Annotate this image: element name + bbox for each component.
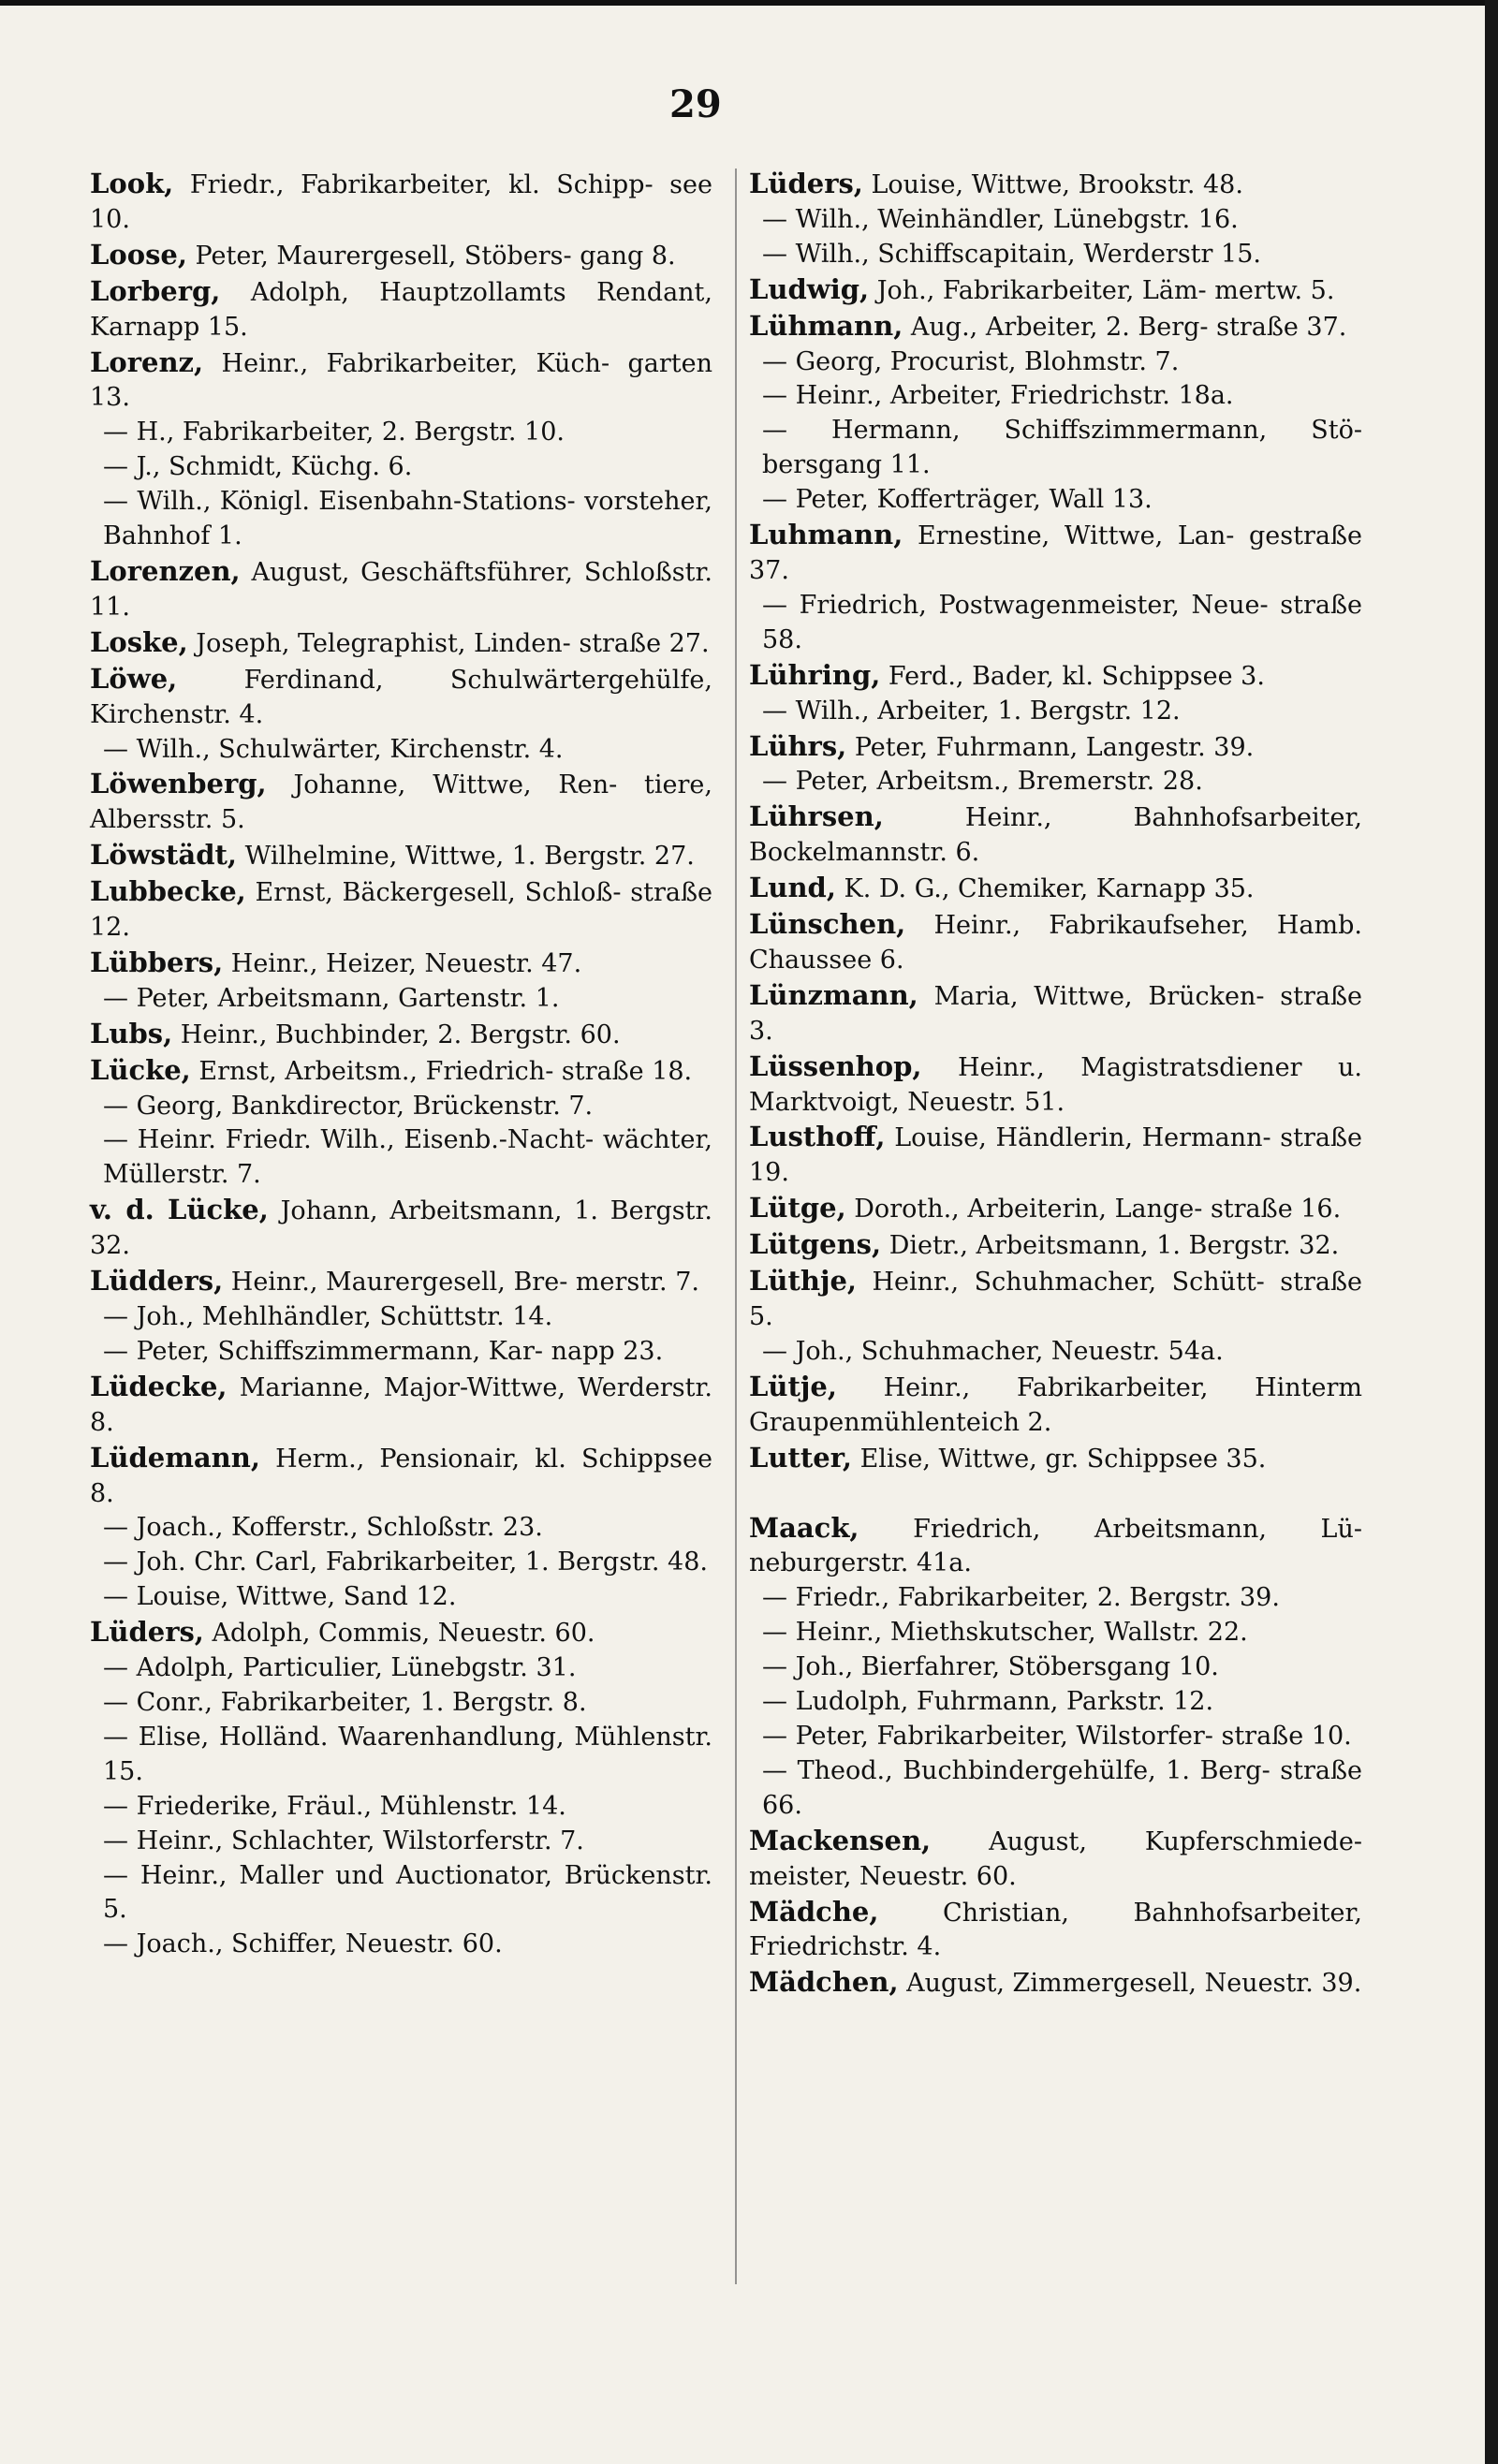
directory-entry bbox=[749, 978, 1362, 1049]
entry-sub-details: — Wilh., Weinhändler, Lünebgstr. 16. bbox=[762, 204, 1239, 234]
entry-details: Dietr., Arbeitsmann, 1. Bergstr. 32. bbox=[881, 1231, 1340, 1261]
directory-entry bbox=[749, 414, 1362, 483]
entry-sub-details: — Louise, Wittwe, Sand 12. bbox=[103, 1582, 457, 1612]
directory-entry bbox=[749, 1441, 1362, 1477]
entry-sub-details: — Elise, Holländ. Waarenhandlung, Mühlenstr. 15. bbox=[103, 1722, 712, 1786]
entry-details: Ernst, Arbeitsm., Friedrich- straße 18. bbox=[190, 1056, 693, 1086]
entry-surname: Löwstädt, bbox=[90, 839, 237, 872]
entry-surname: Lütje, bbox=[749, 1370, 837, 1402]
directory-entry bbox=[749, 345, 1362, 380]
directory-entry bbox=[90, 1193, 712, 1264]
entry-details: August, Geschäftsführer, Schloßstr. 11. bbox=[90, 557, 712, 622]
directory-entry bbox=[90, 982, 712, 1017]
entry-surname: Lüders, bbox=[90, 1616, 204, 1649]
directory-entry bbox=[90, 1441, 712, 1512]
directory-entry bbox=[749, 729, 1362, 766]
directory-entry bbox=[90, 874, 712, 946]
directory-entry bbox=[90, 554, 712, 625]
entry-surname: Lubs, bbox=[90, 1017, 173, 1049]
directory-entry bbox=[90, 1859, 712, 1929]
entry-details: Adolph, Hauptzollamts Rendant, Karnapp 15. bbox=[90, 277, 712, 342]
directory-entry bbox=[749, 203, 1362, 238]
entry-details: Ernestine, Wittwe, Lan- gestraße 37. bbox=[749, 521, 1362, 585]
entry-sub-details: — Peter, Schiffszimmermann, Kar- napp 23. bbox=[103, 1336, 664, 1366]
directory-entry bbox=[749, 871, 1362, 907]
entry-details: Ernst, Bäckergesell, Schloß- straße 12. bbox=[90, 878, 712, 943]
directory-entry bbox=[749, 1191, 1362, 1227]
directory-entry bbox=[90, 1511, 712, 1546]
entry-sub-details: — Joh., Bierfahrer, Stöbersgang 10. bbox=[762, 1652, 1219, 1682]
entry-sub-details: — Wilh., Königl. Eisenbahn-Stations- vorsteher, Bahnhof 1. bbox=[103, 487, 712, 551]
entry-surname: Ludwig, bbox=[749, 272, 870, 305]
directory-entry bbox=[90, 767, 712, 838]
directory-entry bbox=[749, 1120, 1362, 1191]
entry-surname: Lüthje, bbox=[749, 1265, 857, 1298]
directory-entry bbox=[749, 799, 1362, 871]
entry-sub-details: — Wilh., Schulwärter, Kirchenstr. 4. bbox=[103, 734, 564, 764]
entry-details: Ferdinand, Schulwärtergehülfe, Kirchenstr. 4. bbox=[90, 665, 712, 729]
directory-entry bbox=[90, 416, 712, 450]
entry-details: Marianne, Major-Wittwe, Werderstr. 8. bbox=[90, 1372, 712, 1437]
entry-details: Joseph, Telegraphist, Linden- straße 27. bbox=[187, 628, 710, 658]
entry-details: August, Zimmergesell, Neuestr. 39. bbox=[898, 1969, 1362, 1999]
entry-details: Joh., Fabrikarbeiter, Läm- mertw. 5. bbox=[869, 275, 1335, 305]
entry-details: Heinr., Maurergesell, Bre- merstr. 7. bbox=[223, 1268, 699, 1298]
entry-surname: Lubbecke, bbox=[90, 875, 246, 908]
entry-details: Aug., Arbeiter, 2. Berg- straße 37. bbox=[903, 312, 1347, 342]
entry-surname: Luhmann, bbox=[749, 519, 903, 551]
entry-sub-details: — Joach., Kofferstr., Schloßstr. 23. bbox=[103, 1513, 543, 1543]
entry-details: Herm., Pensionair, kl. Schippsee 8. bbox=[90, 1444, 712, 1508]
directory-entry bbox=[749, 1754, 1362, 1824]
entry-sub-details: — Heinr., Maller und Auctionator, Brückenstr. 5. bbox=[103, 1860, 712, 1925]
directory-entry bbox=[90, 1825, 712, 1859]
directory-entry bbox=[749, 1227, 1362, 1264]
entry-details: Johann, Arbeitsmann, 1. Bergstr. 32. bbox=[90, 1196, 713, 1261]
entry-details: Heinr., Bahnhofsarbeiter, Bockelmannstr. 6. bbox=[749, 803, 1362, 868]
entry-surname: Löwenberg, bbox=[90, 768, 267, 800]
directory-entry bbox=[749, 167, 1362, 203]
entry-details: Elise, Wittwe, gr. Schippsee 35. bbox=[851, 1444, 1267, 1474]
directory-entry bbox=[90, 1928, 712, 1962]
entry-surname: Lünschen, bbox=[749, 908, 906, 941]
entry-surname: Lutter, bbox=[749, 1441, 852, 1474]
entry-surname: Lühmann, bbox=[749, 309, 903, 342]
entry-details: Heinr., Heizer, Neuestr. 47. bbox=[223, 948, 582, 978]
entry-sub-details: — Heinr. Friedr. Wilh., Eisenb.-Nacht- wächter, Müllerstr. 7. bbox=[103, 1125, 712, 1190]
directory-entry bbox=[90, 1090, 712, 1124]
entry-details: Maria, Wittwe, Brücken- straße 3. bbox=[749, 981, 1362, 1046]
entry-surname: Lorenzen, bbox=[90, 554, 241, 587]
directory-entry bbox=[90, 1300, 712, 1335]
directory-entry bbox=[90, 1017, 712, 1053]
entry-sub-details: — Conr., Fabrikarbeiter, 1. Bergstr. 8. bbox=[103, 1687, 587, 1717]
directory-entry bbox=[749, 238, 1362, 272]
entry-details: Doroth., Arbeiterin, Lange- straße 16. bbox=[845, 1195, 1342, 1225]
entry-sub-details: — Heinr., Schlachter, Wilstorferstr. 7. bbox=[103, 1826, 584, 1855]
directory-entry bbox=[749, 1049, 1362, 1121]
directory-entry bbox=[749, 695, 1362, 729]
entry-sub-details: — Peter, Arbeitsm., Bremerstr. 28. bbox=[762, 767, 1203, 797]
entry-surname: Lüssenhop, bbox=[749, 1049, 922, 1082]
directory-entry bbox=[749, 1720, 1362, 1754]
directory-entry bbox=[90, 1651, 712, 1686]
entry-details: Heinr., Fabrikaufseher, Hamb. Chaussee 6. bbox=[749, 911, 1362, 975]
entry-sub-details: — Peter, Fabrikarbeiter, Wilstorfer- straße 10. bbox=[762, 1721, 1352, 1751]
entry-surname: Lünzmann, bbox=[749, 978, 918, 1011]
directory-entry bbox=[749, 483, 1362, 518]
directory-entry bbox=[90, 1686, 712, 1721]
entry-surname: Maack, bbox=[749, 1511, 859, 1544]
entry-details: Heinr., Fabrikarbeiter, Hinterm Graupenmühlenteich 2. bbox=[749, 1372, 1362, 1437]
scan-border-right bbox=[1485, 0, 1498, 2464]
entry-details: Johanne, Wittwe, Ren- tiere, Albersstr. 5. bbox=[90, 770, 712, 835]
entry-surname: Löwe, bbox=[90, 662, 178, 695]
directory-entry bbox=[749, 1581, 1362, 1616]
directory-entry bbox=[749, 765, 1362, 799]
entry-surname: Mädchen, bbox=[749, 1966, 899, 1999]
directory-entry bbox=[90, 485, 712, 554]
directory-entry bbox=[90, 946, 712, 982]
directory-entry bbox=[749, 1965, 1362, 2002]
directory-entry bbox=[749, 1650, 1362, 1685]
directory-entry bbox=[90, 1615, 712, 1651]
entry-sub-details: — J., Schmidt, Küchg. 6. bbox=[103, 452, 413, 482]
entry-details: Friedr., Fabrikarbeiter, kl. Schipp- see 10. bbox=[90, 170, 712, 234]
directory-entry bbox=[90, 1546, 712, 1580]
directory-entry bbox=[90, 1580, 712, 1615]
directory-entry bbox=[90, 1721, 712, 1790]
directory-entry bbox=[90, 1053, 712, 1090]
directory-entry bbox=[749, 272, 1362, 309]
entry-sub-details: — Heinr., Arbeiter, Friedrichstr. 18a. bbox=[762, 381, 1234, 411]
entry-sub-details: — Wilh., Arbeiter, 1. Bergstr. 12. bbox=[762, 696, 1181, 726]
entry-surname: Mackensen, bbox=[749, 1824, 932, 1856]
directory-entry bbox=[749, 589, 1362, 658]
section-gap bbox=[749, 1477, 1362, 1511]
directory-entry bbox=[90, 274, 712, 345]
entry-surname: Lührs, bbox=[749, 729, 847, 762]
entry-details: Ferd., Bader, kl. Schippsee 3. bbox=[880, 661, 1265, 691]
entry-surname: Lübbers, bbox=[90, 946, 224, 978]
directory-entry bbox=[749, 379, 1362, 414]
directory-entry bbox=[90, 838, 712, 874]
directory-entry bbox=[90, 1790, 712, 1825]
entry-surname: Lütgens, bbox=[749, 1228, 882, 1261]
directory-entry bbox=[90, 1264, 712, 1300]
entry-sub-details: — Peter, Kofferträger, Wall 13. bbox=[762, 485, 1153, 515]
entry-surname: Lührsen, bbox=[749, 800, 884, 833]
entry-sub-details: — Heinr., Miethskutscher, Wallstr. 22. bbox=[762, 1618, 1248, 1648]
directory-entry bbox=[90, 345, 712, 417]
entry-surname: Lüdemann, bbox=[90, 1441, 260, 1474]
entry-surname: Lüdecke, bbox=[90, 1370, 228, 1402]
directory-entry bbox=[749, 658, 1362, 695]
directory-entry bbox=[90, 238, 712, 274]
entry-sub-details: — Ludolph, Fuhrmann, Parkstr. 12. bbox=[762, 1687, 1214, 1717]
entry-surname: v. d. Lücke, bbox=[90, 1194, 269, 1226]
entry-sub-details: — Friedr., Fabrikarbeiter, 2. Bergstr. 39. bbox=[762, 1583, 1280, 1613]
directory-entry bbox=[749, 1685, 1362, 1720]
entry-sub-details: — Hermann, Schiffszimmermann, Stö- bersgang 11. bbox=[762, 416, 1362, 480]
directory-entry bbox=[749, 1616, 1362, 1650]
entry-sub-details: — Georg, Bankdirector, Brückenstr. 7. bbox=[103, 1091, 594, 1121]
entry-sub-details: — Friederike, Fräul., Mühlenstr. 14. bbox=[103, 1791, 566, 1821]
entry-details: Louise, Händlerin, Hermann- straße 19. bbox=[749, 1123, 1362, 1188]
entry-sub-details: — Theod., Buchbindergehülfe, 1. Berg- straße 66. bbox=[762, 1755, 1362, 1820]
directory-entry bbox=[90, 1335, 712, 1370]
entry-details: Heinr., Buchbinder, 2. Bergstr. 60. bbox=[172, 1019, 621, 1049]
page-number: 29 bbox=[669, 82, 722, 126]
entry-sub-details: — Joh., Schuhmacher, Neuestr. 54a. bbox=[762, 1336, 1224, 1366]
entry-details: Heinr., Fabrikarbeiter, Küch- garten 13. bbox=[90, 348, 712, 413]
entry-details: K. D. G., Chemiker, Karnapp 35. bbox=[835, 874, 1255, 904]
directory-entry bbox=[90, 1123, 712, 1193]
entry-surname: Loske, bbox=[90, 625, 188, 658]
directory-entry bbox=[90, 625, 712, 662]
entry-surname: Lücke, bbox=[90, 1053, 191, 1086]
entry-details: Peter, Fuhrmann, Langestr. 39. bbox=[846, 732, 1255, 762]
entry-surname: Lüdders, bbox=[90, 1265, 224, 1298]
directory-entry bbox=[749, 907, 1362, 978]
directory-entry bbox=[749, 1264, 1362, 1335]
entry-surname: Mädche, bbox=[749, 1895, 879, 1928]
directory-entry bbox=[749, 1895, 1362, 1966]
entry-details: August, Kupferschmiede- meister, Neuestr. 60. bbox=[749, 1826, 1362, 1891]
entry-sub-details: — H., Fabrikarbeiter, 2. Bergstr. 10. bbox=[103, 418, 565, 447]
entry-surname: Look, bbox=[90, 168, 174, 199]
entry-surname: Lund, bbox=[749, 872, 836, 904]
entry-sub-details: — Adolph, Particulier, Lünebgstr. 31. bbox=[103, 1653, 577, 1683]
entry-details: Adolph, Commis, Neuestr. 60. bbox=[203, 1619, 595, 1649]
directory-entry bbox=[90, 662, 712, 733]
entry-details: Christian, Bahnhofsarbeiter, Friedrichstr. 4. bbox=[749, 1898, 1362, 1962]
left-column bbox=[90, 167, 712, 1962]
directory-entry bbox=[90, 1370, 712, 1441]
entry-sub-details: — Peter, Arbeitsmann, Gartenstr. 1. bbox=[103, 983, 560, 1013]
directory-entry bbox=[749, 1511, 1362, 1582]
directory-entry bbox=[749, 518, 1362, 589]
directory-entry bbox=[90, 733, 712, 768]
entry-details: Louise, Wittwe, Brookstr. 48. bbox=[862, 170, 1243, 199]
entry-details: Friedrich, Arbeitsmann, Lü- neburgerstr. 41a. bbox=[749, 1514, 1362, 1578]
directory-entry bbox=[90, 167, 712, 238]
directory-entry bbox=[749, 1335, 1362, 1370]
directory-entry bbox=[90, 450, 712, 485]
directory-entry bbox=[749, 1370, 1362, 1441]
scan-border-top bbox=[0, 0, 1498, 6]
entry-surname: Lorberg, bbox=[90, 274, 221, 307]
entry-sub-details: — Wilh., Schiffscapitain, Werderstr 15. bbox=[762, 239, 1261, 269]
entry-sub-details: — Georg, Procurist, Blohmstr. 7. bbox=[762, 346, 1180, 376]
entry-sub-details: — Friedrich, Postwagenmeister, Neue- straße 58. bbox=[762, 590, 1362, 654]
entry-surname: Lühring, bbox=[749, 658, 881, 691]
right-column bbox=[749, 167, 1362, 2002]
entry-details: Heinr., Schuhmacher, Schütt- straße 5. bbox=[749, 1268, 1362, 1331]
entry-sub-details: — Joh. Chr. Carl, Fabrikarbeiter, 1. Bergstr. 48. bbox=[103, 1547, 708, 1577]
directory-entry bbox=[749, 309, 1362, 345]
entry-details: Peter, Maurergesell, Stöbers- gang 8. bbox=[186, 241, 676, 271]
entry-details: Heinr., Magistratsdiener u. Marktvoigt, Neuestr. 51. bbox=[749, 1052, 1362, 1117]
entry-surname: Loose, bbox=[90, 238, 187, 271]
entry-sub-details: — Joh., Mehlhändler, Schüttstr. 14. bbox=[103, 1302, 553, 1331]
entry-sub-details: — Joach., Schiffer, Neuestr. 60. bbox=[103, 1929, 503, 1959]
entry-surname: Lorenz, bbox=[90, 345, 204, 378]
column-divider bbox=[735, 169, 737, 2284]
entry-surname: Lusthoff, bbox=[749, 1121, 886, 1153]
entry-details: Wilhelmine, Wittwe, 1. Bergstr. 27. bbox=[236, 842, 695, 872]
directory-entry bbox=[749, 1824, 1362, 1895]
entry-surname: Lüders, bbox=[749, 168, 863, 199]
entry-surname: Lütge, bbox=[749, 1192, 846, 1225]
